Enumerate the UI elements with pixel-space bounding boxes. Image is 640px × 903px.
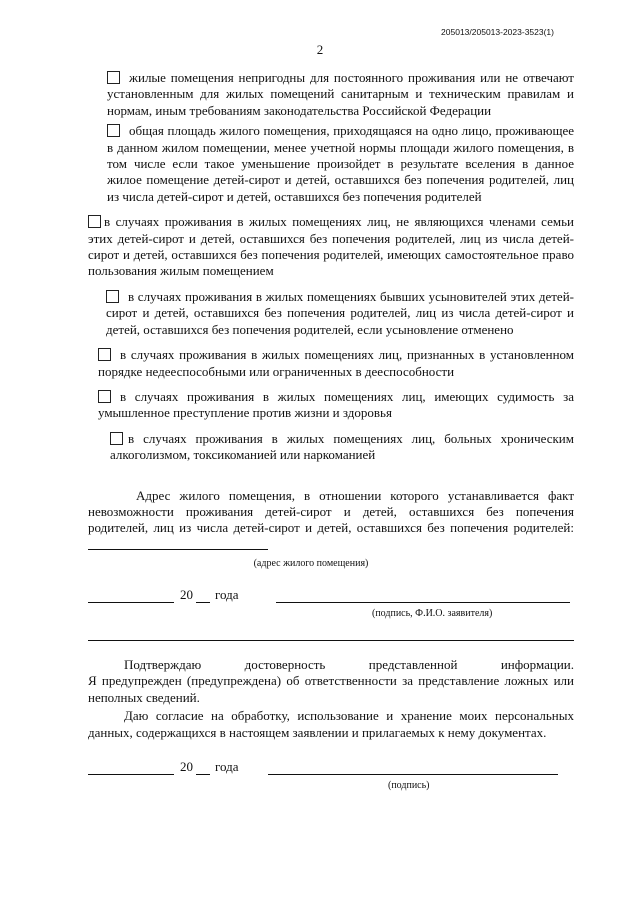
checkbox-addiction[interactable] bbox=[110, 432, 123, 445]
consent-signature-caption: (подпись) bbox=[388, 780, 430, 792]
confirm-word: Подтверждаю bbox=[124, 657, 202, 672]
separator-line bbox=[88, 640, 574, 641]
year-label: года bbox=[215, 586, 239, 602]
option-criminal-record bbox=[98, 389, 574, 422]
option-text: в случаях проживания в жилых помещениях лиц, имеющих судимость за умышленное преступление против жизни и здоровья bbox=[98, 388, 574, 421]
date-century: 20 bbox=[180, 759, 193, 775]
address-paragraph bbox=[88, 488, 574, 555]
year-field[interactable] bbox=[196, 762, 210, 775]
confirmation-block bbox=[88, 657, 574, 792]
confirm-word: представленной bbox=[368, 657, 458, 672]
checkbox-criminal-record[interactable] bbox=[98, 390, 111, 403]
year-field[interactable] bbox=[196, 590, 210, 603]
option-unfit-housing bbox=[107, 70, 574, 119]
confirm-word: информации. bbox=[500, 657, 574, 672]
confirm-word: достоверность bbox=[244, 657, 326, 672]
confirmation-text: Я предупрежден (предупреждена) об ответственности за представление ложных или неполных сведений. bbox=[88, 673, 574, 705]
applicant-signature-caption: (подпись, Ф.И.О. заявителя) bbox=[372, 607, 493, 619]
option-former-adopters bbox=[106, 289, 574, 338]
option-text: общая площадь жилого помещения, приходящаяся на одно лицо, проживающее в данном жилом помещении, менее учетной нормы площади жилого помещения, в том числе если такое уменьшение произойдет в результате вселения в данное жилое помещение детей-сирот и детей, оставшихся без попечения родителей, лиц из числа детей-сирот и детей, оставшихся без попечения родителей bbox=[107, 123, 574, 204]
confirmation-paragraph bbox=[88, 657, 574, 706]
applicant-signature-field[interactable] bbox=[276, 590, 570, 603]
option-incapacitated bbox=[98, 347, 574, 380]
document-id: 205013/205013-2023-3523(1) bbox=[441, 27, 554, 37]
signature-row-applicant bbox=[88, 586, 574, 619]
year-label: года bbox=[215, 759, 239, 775]
option-non-family-residents bbox=[88, 214, 574, 280]
address-label: Адрес жилого помещения, в отношении которого устанавливается факт невозможности проживания детей-сирот и детей, оставшихся без попечения родителей, лиц из числа детей-сирот и детей, оставшихся без попечения родителей: bbox=[88, 487, 574, 536]
option-addiction bbox=[110, 431, 574, 464]
page-number: 2 bbox=[316, 42, 324, 57]
address-caption: (адрес жилого помещения) bbox=[253, 558, 369, 570]
signature-row-consent bbox=[88, 759, 574, 792]
option-text: в случаях проживания в жилых помещениях лиц, больных хроническим алкоголизмом, токсикоманией или наркоманией bbox=[110, 430, 574, 463]
document-body bbox=[88, 70, 574, 619]
date-century: 20 bbox=[180, 586, 193, 602]
checkbox-non-family-residents[interactable] bbox=[88, 215, 101, 228]
consent-paragraph: Даю согласие на обработку, использование и хранение моих персональных данных, содержащихся в настоящем заявлении и прилагаемых к нему документах. bbox=[88, 708, 574, 740]
consent-signature-field[interactable] bbox=[268, 762, 558, 775]
option-living-area bbox=[107, 123, 574, 205]
option-text: в случаях проживания в жилых помещениях лиц, не являющихся членами семьи этих детей-сирот и детей, оставшихся без попечения родителей, лиц из числа детей-сирот и детей, оставшихся без попечения родителей, имеющих самостоятельное право пользования жилым помещением bbox=[88, 214, 574, 279]
checkbox-living-area[interactable] bbox=[107, 124, 120, 137]
checkbox-unfit-housing[interactable] bbox=[107, 71, 120, 84]
option-text: в случаях проживания в жилых помещениях лиц, признанных в установленном порядке недееспособными или ограниченных в дееспособности bbox=[98, 347, 574, 379]
checkbox-incapacitated[interactable] bbox=[98, 348, 111, 361]
option-text: в случаях проживания в жилых помещениях бывших усыновителей этих детей-сирот и детей, оставшихся без попечения родителей, лиц из числа детей-сирот и детей, оставшихся без попечения родителей, если усыновление отменено bbox=[106, 288, 574, 337]
confirmation-first-line bbox=[88, 657, 574, 673]
option-text: жилые помещения непригодны для постоянного проживания или не отвечают установленным для жилых помещений санитарным и техническим правилам и нормам, иным требованиям законодательства Российской Федерации bbox=[107, 70, 574, 118]
date-field[interactable] bbox=[88, 762, 174, 775]
address-field[interactable] bbox=[88, 537, 268, 550]
checkbox-former-adopters[interactable] bbox=[106, 290, 119, 303]
date-field[interactable] bbox=[88, 590, 174, 603]
